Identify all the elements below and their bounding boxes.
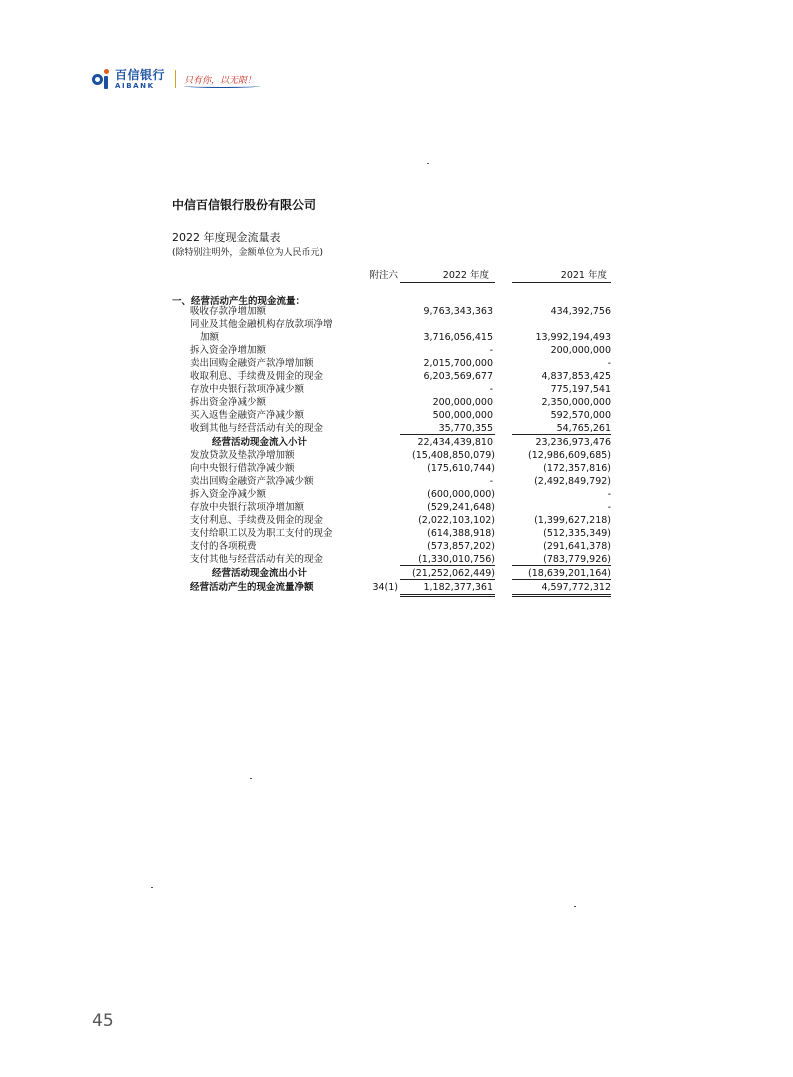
table-row bbox=[0, 383, 793, 396]
page-number: 45 bbox=[92, 1011, 114, 1031]
table-row bbox=[0, 305, 793, 318]
row-label: 买入返售金融资产净减少额 bbox=[190, 410, 305, 421]
table-row bbox=[0, 527, 793, 540]
table-row bbox=[0, 357, 793, 370]
row-label: 支付给职工以及为职工支付的现金 bbox=[190, 528, 333, 539]
value-2022: 2,015,700,000 bbox=[423, 358, 493, 369]
value-2022: 500,000,000 bbox=[432, 410, 493, 421]
row-label: 经营活动现金流入小计 bbox=[212, 437, 308, 448]
value-2022: (573,857,202) bbox=[427, 541, 495, 552]
value-2021: (2,492,849,792) bbox=[534, 476, 611, 487]
value-2022: 22,434,439,810 bbox=[417, 437, 493, 448]
value-2022: 1,182,377,361 bbox=[400, 581, 495, 597]
value-2021: 592,570,000 bbox=[550, 410, 611, 421]
row-label: 收到其他与经营活动有关的现金 bbox=[190, 423, 324, 434]
table-row bbox=[0, 488, 793, 501]
logo-english-name: AIBANK bbox=[115, 81, 155, 90]
column-header-2022: 2022 年度 bbox=[400, 267, 495, 283]
scan-speck bbox=[151, 887, 153, 888]
value-2022: (175,610,744) bbox=[427, 463, 495, 474]
row-label: 卖出回购金融资产款净减少额 bbox=[190, 476, 314, 487]
row-label: 支付其他与经营活动有关的现金 bbox=[190, 554, 324, 565]
aibank-logo-icon bbox=[92, 68, 112, 90]
value-2021: (18,639,201,164) bbox=[512, 567, 611, 580]
total-row bbox=[0, 581, 793, 594]
table-row bbox=[0, 514, 793, 527]
row-label: 存放中央银行款项净减少额 bbox=[190, 384, 305, 395]
row-label: 吸收存款净增加额 bbox=[190, 306, 267, 317]
row-label: 加额 bbox=[200, 332, 220, 343]
scan-speck bbox=[574, 906, 576, 907]
value-2022: (15,408,850,079) bbox=[412, 450, 495, 461]
note-ref: 34(1) bbox=[372, 582, 398, 593]
value-2021: 200,000,000 bbox=[550, 345, 611, 356]
row-label: 经营活动产生的现金流量净额 bbox=[190, 582, 314, 593]
value-2022: (21,252,062,449) bbox=[400, 567, 495, 580]
value-2022: (614,388,918) bbox=[427, 528, 495, 539]
value-2021: (12,986,609,685) bbox=[528, 450, 611, 461]
table-row bbox=[0, 318, 793, 331]
value-2021: (1,399,627,218) bbox=[534, 515, 611, 526]
table-row bbox=[0, 344, 793, 357]
value-2022: 6,203,569,677 bbox=[423, 371, 493, 382]
value-2022: 35,770,355 bbox=[400, 422, 495, 435]
value-2022: - bbox=[489, 384, 493, 395]
table-row bbox=[0, 396, 793, 409]
value-2022: (1,330,010,756) bbox=[400, 553, 495, 566]
value-2021: - bbox=[607, 358, 611, 369]
value-2021: 13,992,194,493 bbox=[535, 332, 611, 343]
row-label: 拆出资金净减少额 bbox=[190, 397, 267, 408]
table-row bbox=[0, 422, 793, 435]
statement-title: 2022 年度现金流量表 bbox=[172, 231, 281, 244]
row-label: 收取利息、手续费及佣金的现金 bbox=[190, 371, 324, 382]
table-row bbox=[0, 331, 793, 344]
slogan-swoosh bbox=[184, 84, 260, 88]
row-label: 卖出回购金融资产款净增加额 bbox=[190, 358, 314, 369]
row-label: 向中央银行借款净减少额 bbox=[190, 463, 295, 474]
table-row bbox=[0, 501, 793, 514]
row-label: 发放贷款及垫款净增加额 bbox=[190, 450, 295, 461]
scan-speck bbox=[250, 778, 252, 779]
table-row bbox=[0, 449, 793, 462]
value-2022: 9,763,343,363 bbox=[423, 306, 493, 317]
row-label: 同业及其他金融机构存放款项净增 bbox=[190, 319, 333, 330]
statement-subtitle: (除特别注明外，金额单位为人民币元) bbox=[172, 248, 324, 258]
slogan-text: 只有你，以无限！ bbox=[184, 75, 257, 86]
column-header-note: 附注六 bbox=[369, 270, 398, 281]
row-label: 支付利息、手续费及佣金的现金 bbox=[190, 515, 324, 526]
value-2022: - bbox=[489, 345, 493, 356]
table-row bbox=[0, 540, 793, 553]
table-row bbox=[0, 409, 793, 422]
bank-logo bbox=[92, 67, 256, 91]
value-2022: (2,022,103,102) bbox=[418, 515, 495, 526]
logo-slogan bbox=[184, 73, 256, 86]
table-row bbox=[0, 370, 793, 383]
value-2021: 54,765,261 bbox=[512, 422, 611, 435]
subtotal-row bbox=[0, 436, 793, 449]
value-2021: 4,597,772,312 bbox=[512, 581, 611, 597]
value-2021: 434,392,756 bbox=[550, 306, 611, 317]
value-2021: (783,779,926) bbox=[512, 553, 611, 566]
logo-divider bbox=[175, 70, 176, 88]
column-header-2021: 2021 年度 bbox=[512, 267, 611, 283]
value-2021: 2,350,000,000 bbox=[541, 397, 611, 408]
row-label: 存放中央银行款项净增加额 bbox=[190, 502, 305, 513]
table-row bbox=[0, 462, 793, 475]
value-2022: (529,241,648) bbox=[427, 502, 495, 513]
value-2021: - bbox=[607, 489, 611, 500]
value-2022: 3,716,056,415 bbox=[423, 332, 493, 343]
row-label: 拆入资金净增加额 bbox=[190, 345, 267, 356]
value-2022: (600,000,000) bbox=[427, 489, 495, 500]
value-2022: - bbox=[489, 476, 493, 487]
subtotal-row bbox=[0, 567, 793, 580]
row-label: 拆入资金净减少额 bbox=[190, 489, 267, 500]
section-title: 一、经营活动产生的现金流量： bbox=[172, 296, 306, 307]
value-2021: - bbox=[607, 502, 611, 513]
value-2021: 4,837,853,425 bbox=[541, 371, 611, 382]
table-row bbox=[0, 553, 793, 566]
value-2021: (172,357,816) bbox=[543, 463, 611, 474]
value-2022: 200,000,000 bbox=[432, 397, 493, 408]
value-2021: 23,236,973,476 bbox=[535, 437, 611, 448]
table-row bbox=[0, 475, 793, 488]
value-2021: (291,641,378) bbox=[543, 541, 611, 552]
logo-chinese-name: 百信银行 bbox=[115, 67, 166, 82]
value-2021: 775,197,541 bbox=[550, 384, 611, 395]
scan-speck bbox=[427, 163, 429, 164]
row-label: 支付的各项税费 bbox=[190, 541, 257, 552]
value-2021: (512,335,349) bbox=[543, 528, 611, 539]
company-name: 中信百信银行股份有限公司 bbox=[172, 198, 317, 212]
row-label: 经营活动现金流出小计 bbox=[212, 568, 308, 579]
